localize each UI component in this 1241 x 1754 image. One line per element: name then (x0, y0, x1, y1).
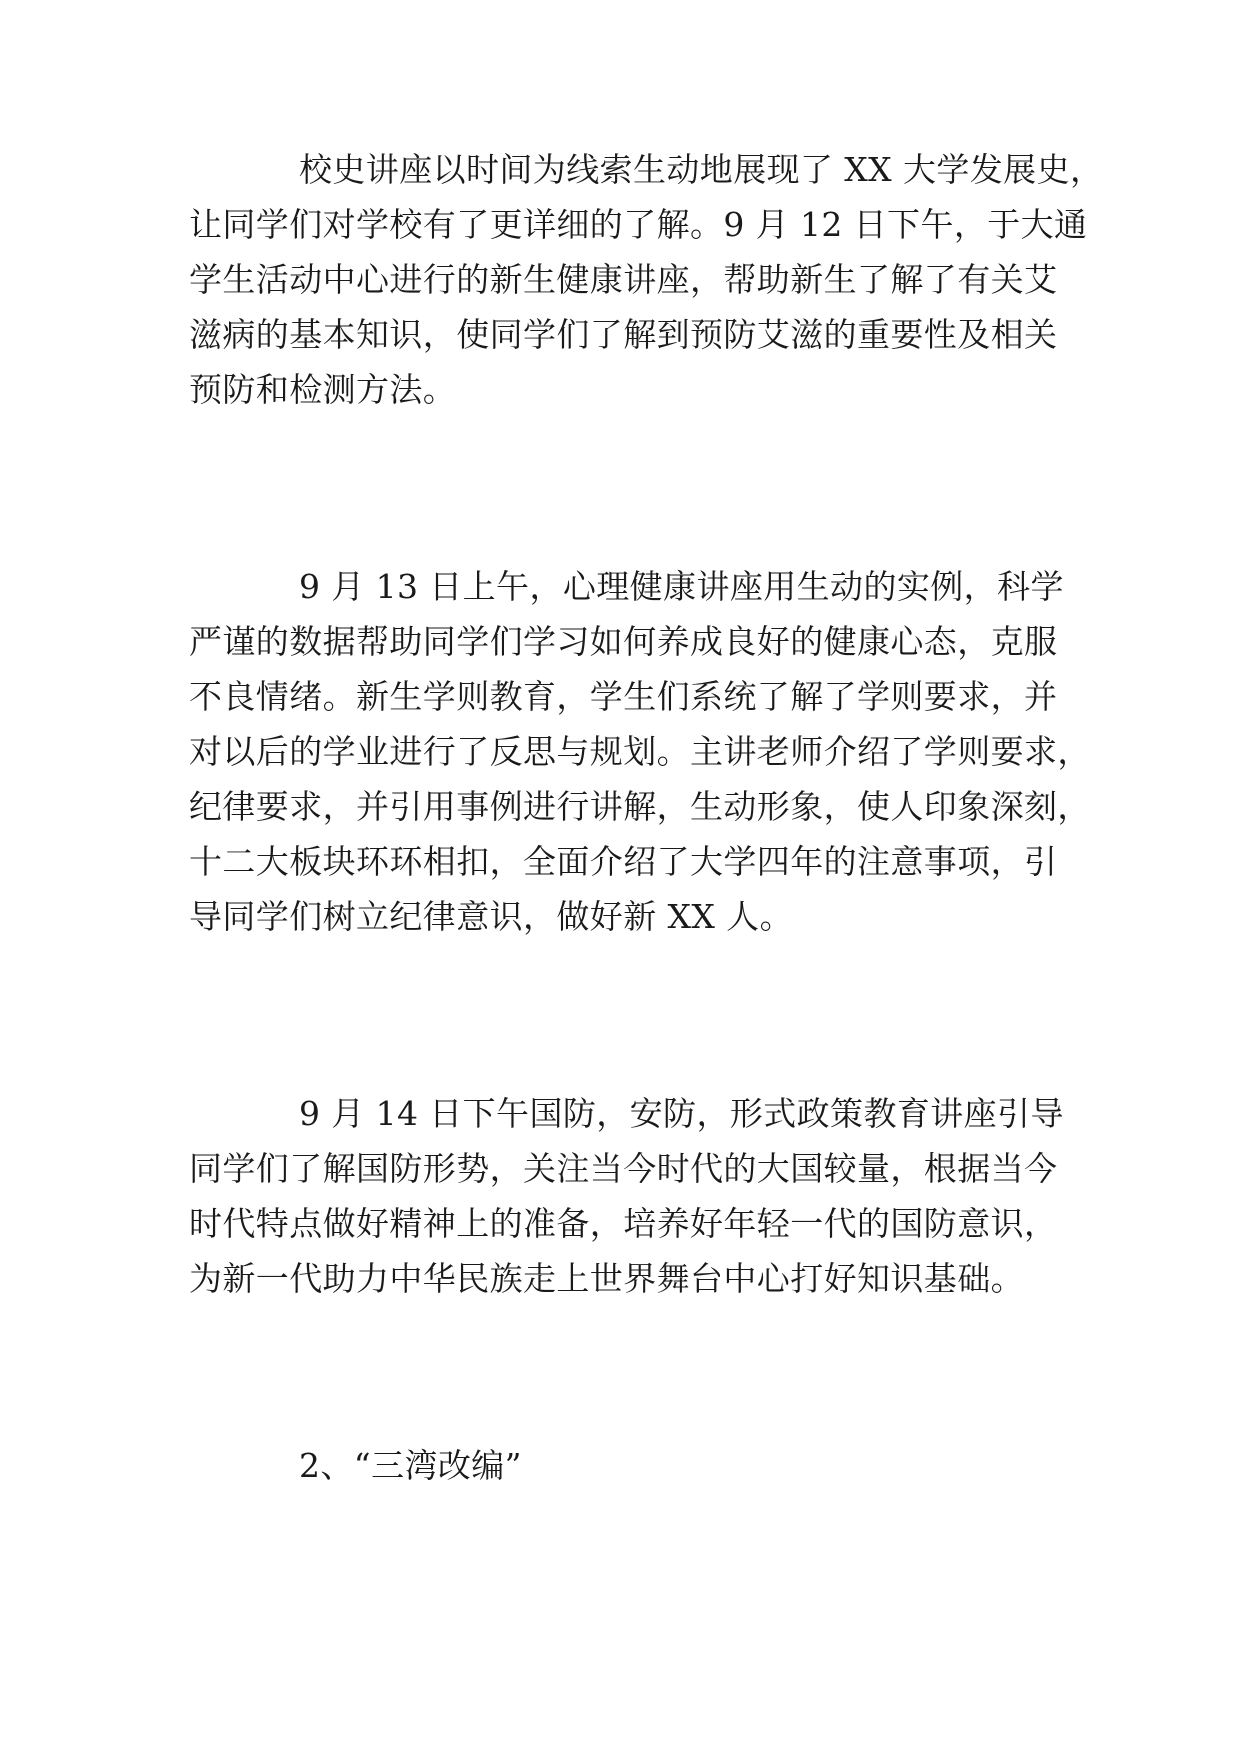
paragraph-line: 纪律要求，并引用事例进行讲解，生动形象，使人印象深刻， (189, 787, 1091, 826)
paragraph-line: 为新一代助力中华民族走上世界舞台中心打好知识基础。 (189, 1259, 1024, 1298)
paragraph-line: 预防和检测方法。 (189, 370, 457, 409)
paragraph-line: 严谨的数据帮助同学们学习如何养成良好的健康心态，克服 (189, 622, 1058, 661)
paragraph-line: 让同学们对学校有了更详细的了解。9 月 12 日下午，于大通 (189, 205, 1088, 244)
paragraph-line: 十二大板块环环相扣，全面介绍了大学四年的注意事项，引 (189, 842, 1058, 881)
paragraph-line: 学生活动中心进行的新生健康讲座，帮助新生了解了有关艾 (189, 260, 1058, 299)
paragraph-line: 校史讲座以时间为线索生动地展现了 XX 大学发展史， (299, 150, 1104, 189)
paragraph-line: 时代特点做好精神上的准备，培养好年轻一代的国防意识， (189, 1204, 1058, 1243)
paragraph-line: 9 月 14 日下午国防，安防，形式政策教育讲座引导 (299, 1094, 1064, 1133)
paragraph-line: 同学们了解国防形势，关注当今时代的大国较量，根据当今 (189, 1149, 1058, 1188)
paragraph-line: 不良情绪。新生学则教育，学生们系统了解了学则要求，并 (189, 677, 1058, 716)
paragraph-line: 导同学们树立纪律意识，做好新 XX 人。 (189, 897, 793, 936)
paragraph-line: 滋病的基本知识，使同学们了解到预防艾滋的重要性及相关 (189, 315, 1058, 354)
paragraph-line: 对以后的学业进行了反思与规划。主讲老师介绍了学则要求， (189, 732, 1091, 771)
section-heading: 2、“三湾改编” (299, 1446, 522, 1485)
paragraph-line: 9 月 13 日上午，心理健康讲座用生动的实例，科学 (299, 567, 1064, 606)
